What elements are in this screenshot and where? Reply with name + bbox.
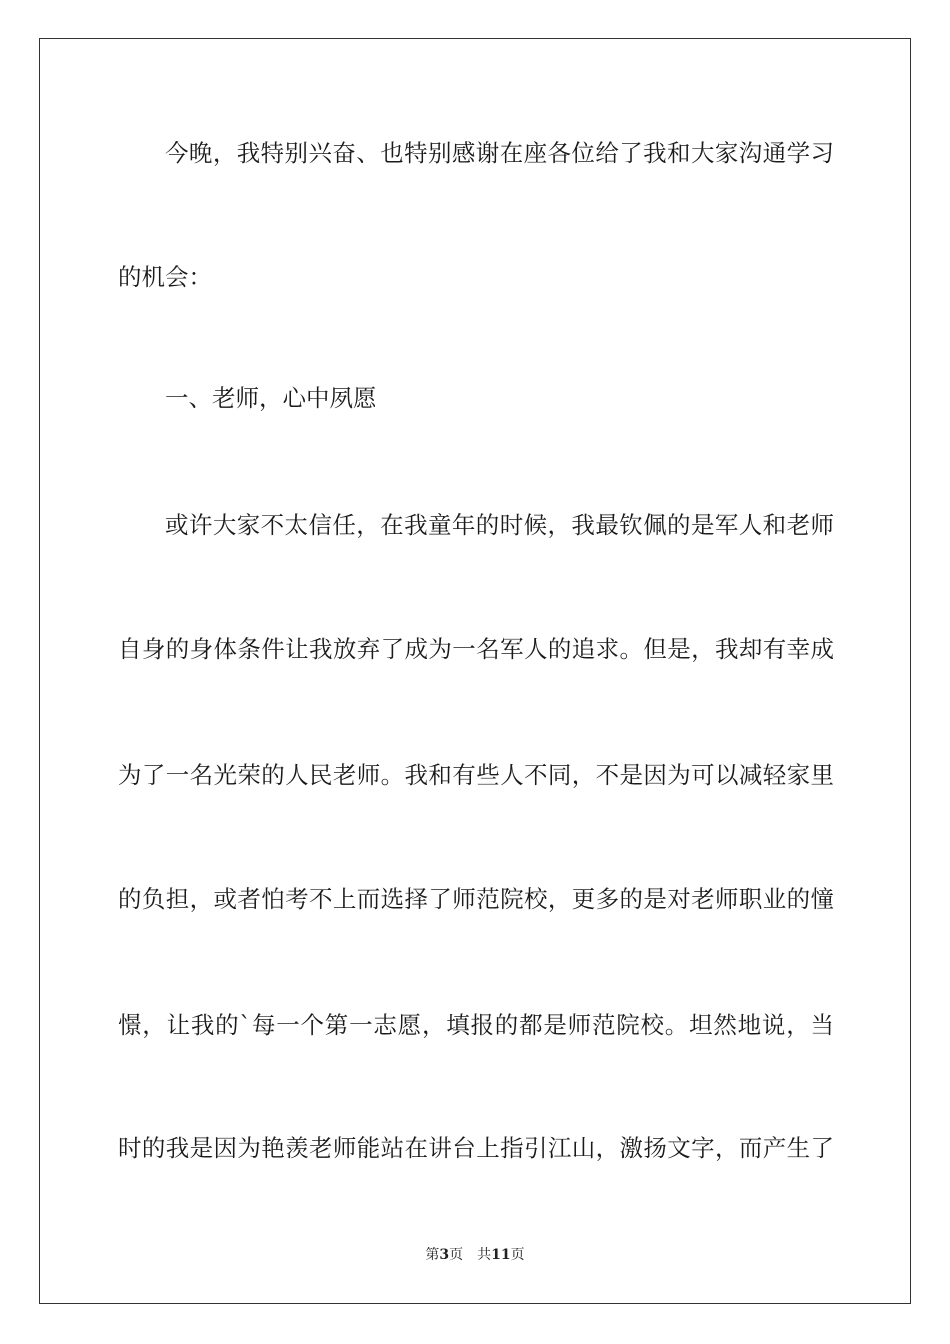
total-pages: 11 <box>491 1247 511 1263</box>
page-label-prefix: 第 <box>425 1247 440 1263</box>
text-line-8: 憬，让我的`每一个第一志愿，填报的都是师范院校。坦然地说，当 <box>118 1011 834 1039</box>
text-line-9: 时的我是因为艳羡老师能站在讲台上指引江山，激扬文字，而产生了 <box>118 1134 834 1162</box>
total-label-prefix: 共 <box>477 1247 492 1263</box>
page-border <box>39 38 911 1304</box>
page-label-suffix: 页 <box>449 1247 464 1263</box>
text-line-4: 或许大家不太信任，在我童年的时候，我最钦佩的是军人和老师 <box>165 511 834 539</box>
text-line-2: 的机会： <box>118 263 212 291</box>
page-footer <box>0 1246 950 1264</box>
text-line-7: 的负担，或者怕考不上而选择了师范院校，更多的是对老师职业的憧 <box>118 885 834 913</box>
text-line-1: 今晚，我特别兴奋、也特别感谢在座各位给了我和大家沟通学习 <box>165 139 834 167</box>
text-line-5: 自身的身体条件让我放弃了成为一名军人的追求。但是，我却有幸成 <box>118 635 834 663</box>
page-number: 3 <box>439 1247 450 1263</box>
text-line-6: 为了一名光荣的人民老师。我和有些人不同，不是因为可以减轻家里 <box>118 761 834 789</box>
total-label-suffix: 页 <box>510 1247 525 1263</box>
section-heading: 一、老师，心中夙愿 <box>165 384 377 412</box>
